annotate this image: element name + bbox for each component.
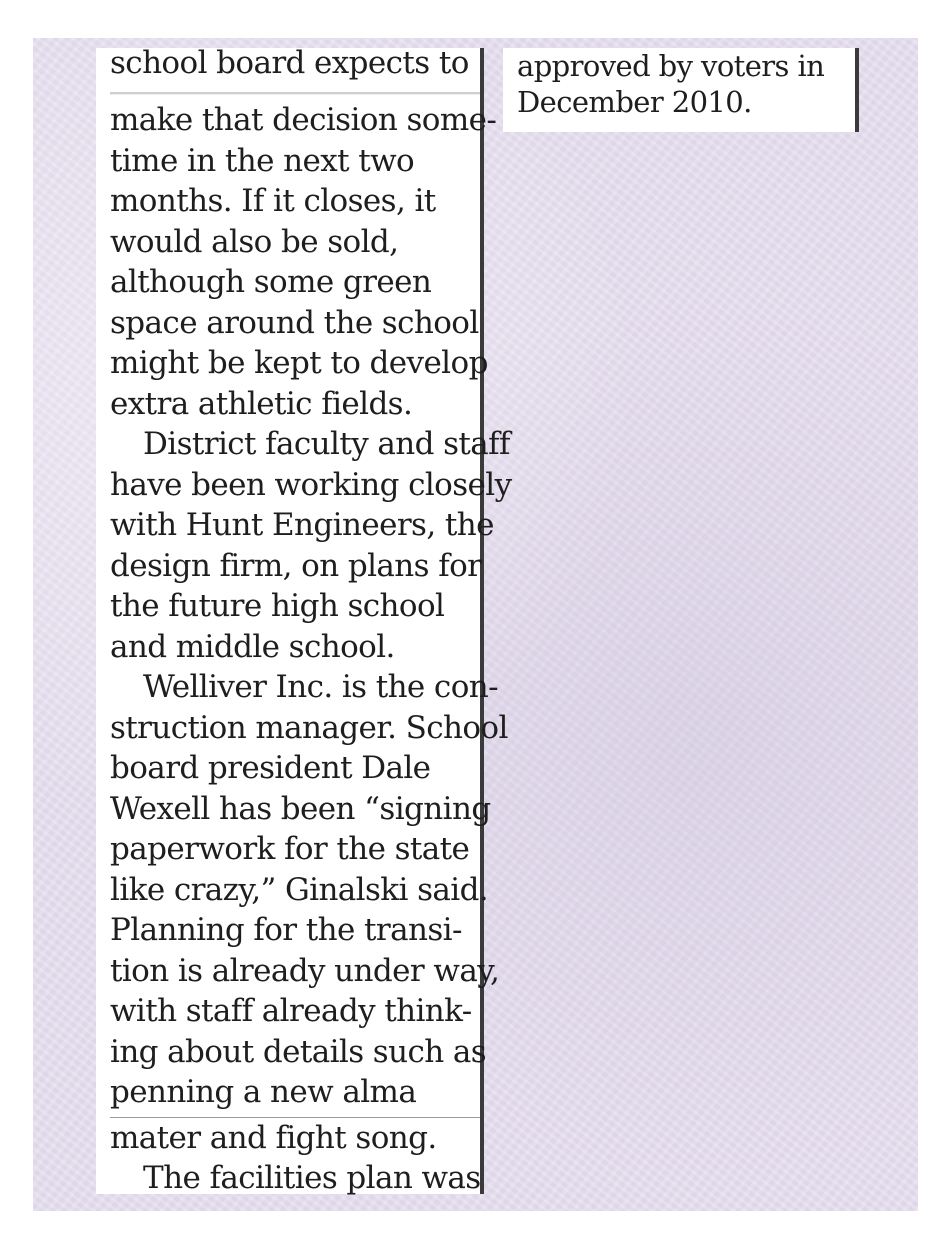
text-line: Wexell has been “signing bbox=[110, 790, 491, 827]
column-main-text bbox=[110, 100, 512, 1113]
text-line: months. If it closes, it bbox=[110, 183, 436, 219]
text-line: tion is already under way, bbox=[110, 952, 500, 989]
text-line: extra athletic fields. bbox=[110, 385, 413, 422]
text-line: approved by voters in bbox=[517, 49, 825, 83]
text-line: December 2010. bbox=[517, 85, 752, 119]
text-line: have been working closely bbox=[110, 466, 512, 503]
text-line: design firm, on plans for bbox=[110, 547, 482, 584]
column-bottom-fragment bbox=[110, 1117, 480, 1199]
text-line: mater and fight song. bbox=[110, 1119, 437, 1156]
column-top-fragment: school board expects to bbox=[110, 48, 480, 94]
text-line: the future high school bbox=[110, 588, 445, 624]
text-line: make that decision some- bbox=[110, 102, 497, 138]
text-line: board president Dale bbox=[110, 750, 431, 786]
text-line: would also be sold, bbox=[110, 223, 399, 260]
text-line: paperwork for the state bbox=[110, 831, 470, 867]
text-line: might be kept to develop bbox=[110, 345, 488, 381]
text-line: Welliver Inc. is the con- bbox=[143, 669, 499, 705]
text-line: space around the school bbox=[110, 304, 479, 341]
text-line: penning a new alma bbox=[110, 1074, 417, 1110]
text-line: with Hunt Engineers, the bbox=[110, 507, 494, 543]
text-line: District faculty and staff bbox=[143, 426, 510, 462]
text-line: although some green bbox=[110, 264, 432, 300]
text-line: ing about details such as bbox=[110, 1033, 487, 1070]
article-column-left bbox=[96, 48, 512, 1196]
text-line: and middle school. bbox=[110, 628, 395, 665]
text-line: time in the next two bbox=[110, 142, 415, 179]
text-line: Planning for the transi- bbox=[110, 912, 462, 948]
text-line: The facilities plan was bbox=[143, 1160, 481, 1196]
text-line: struction manager. School bbox=[110, 709, 508, 746]
text-line: with staff already think- bbox=[110, 993, 472, 1029]
article-column-right bbox=[503, 48, 859, 132]
text-line: like crazy,” Ginalski said. bbox=[110, 871, 489, 908]
